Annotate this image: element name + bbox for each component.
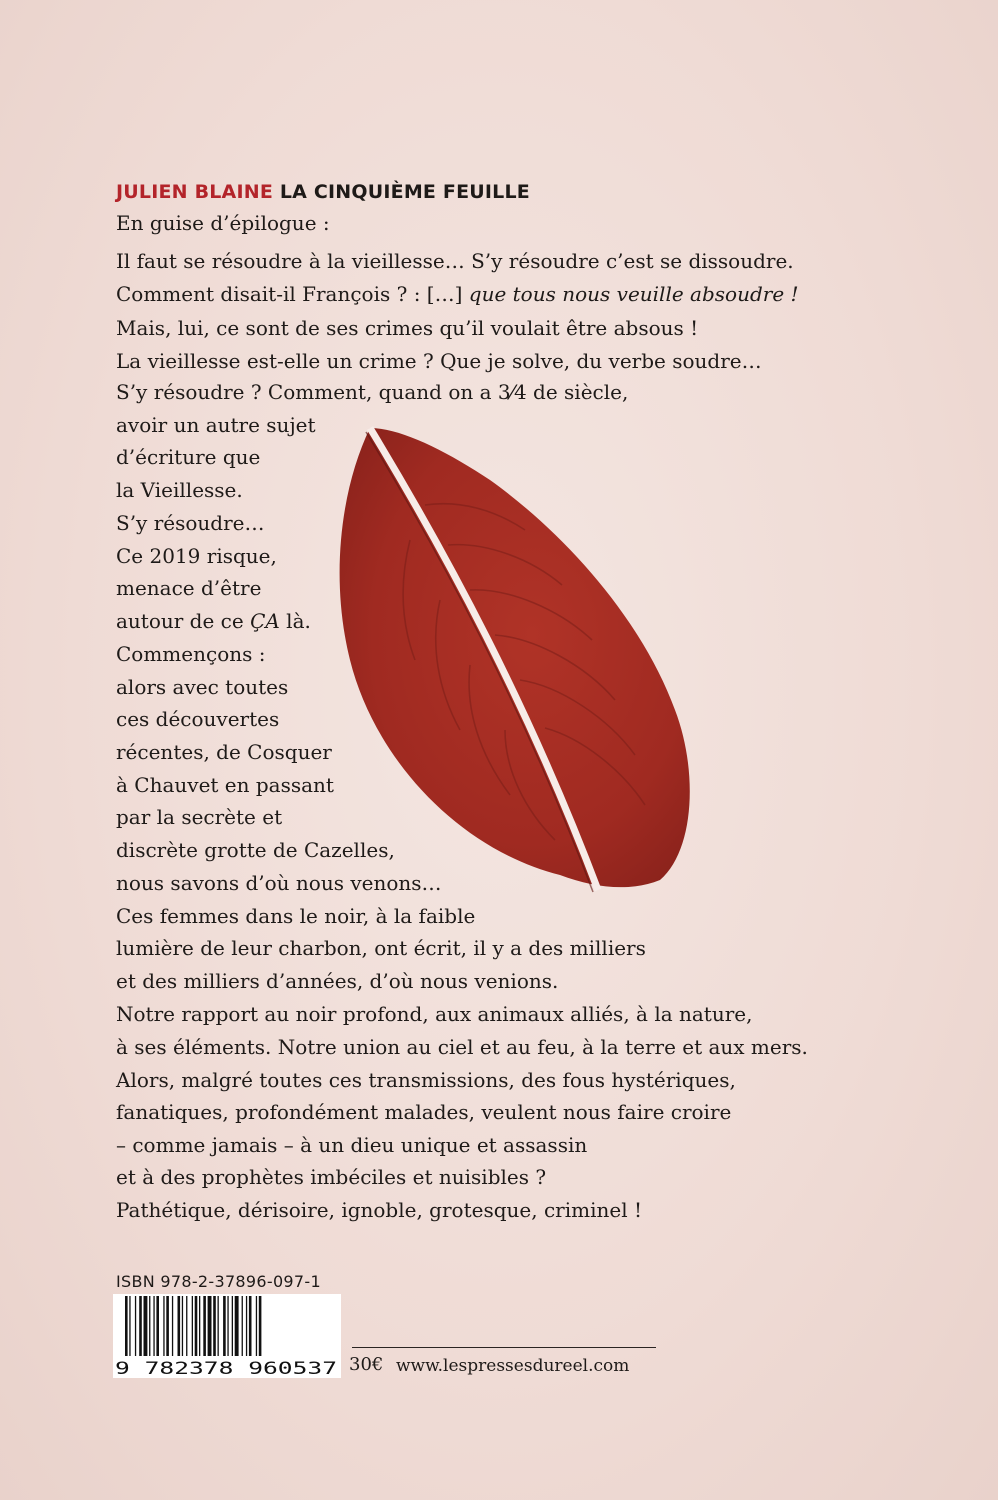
text-line: fanatiques, profondément malades, veulent nous faire croire (116, 1100, 732, 1124)
barcode-bar (172, 1296, 173, 1356)
barcode-bar (256, 1296, 257, 1356)
text-line: La vieillesse est-elle un crime ? Que je solve, du verbe soudre… (116, 349, 762, 373)
barcode-bar (199, 1296, 200, 1356)
book-title: LA CINQUIÈME FEUILLE (279, 181, 530, 203)
barcode-bar (242, 1296, 243, 1356)
text-line: et à des prophètes imbéciles et nuisibles ? (116, 1165, 547, 1189)
text-line: Il faut se résoudre à la vieillesse… S’y résoudre c’est se dissoudre. (116, 249, 794, 273)
text-line: Pathétique, dérisoire, ignoble, grotesque, criminel ! (116, 1198, 642, 1222)
barcode-bar (192, 1296, 193, 1356)
price: 30€ (349, 1354, 384, 1375)
text-line: ces découvertes (116, 707, 280, 731)
text-line: Mais, lui, ce sont de ses crimes qu’il voulait être absous ! (116, 316, 699, 340)
publisher-website: www.lespressesdureel.com (396, 1356, 630, 1376)
red-leaf-icon (330, 410, 700, 900)
text-line: nous savons d’où nous venons… (116, 871, 442, 895)
text-line: à Chauvet en passant (116, 773, 334, 797)
text-line: la Vieillesse. (116, 478, 243, 502)
text-line: discrète grotte de Cazelles, (116, 838, 395, 862)
barcode-bar (259, 1296, 262, 1356)
barcode-bar (153, 1296, 154, 1356)
text-line: alors avec toutes (116, 675, 289, 699)
barcode-bar (227, 1296, 228, 1356)
text-line: lumière de leur charbon, ont écrit, il y a des milliers (116, 936, 646, 960)
text-line: Alors, malgré toutes ces transmissions, des fous hystériques, (116, 1068, 736, 1092)
barcode-bar (203, 1296, 206, 1356)
barcode-bar (223, 1296, 226, 1356)
text-line: S’y résoudre… (116, 511, 265, 535)
text-line: En guise d’épilogue : (116, 211, 330, 235)
barcode-bar (218, 1296, 219, 1356)
text-line: avoir un autre sujet (116, 413, 316, 437)
villon-quote: que tous nous veuille absoudre ! (468, 282, 799, 306)
ca-emphasis: ÇA (250, 609, 280, 633)
text-line: – comme jamais – à un dieu unique et assassin (116, 1133, 588, 1157)
text-line (116, 611, 311, 631)
text-line: Ce 2019 risque, (116, 544, 277, 568)
text-line: par la secrète et (116, 805, 283, 829)
barcode-icon (113, 1294, 341, 1378)
author-name: JULIEN BLAINE (116, 181, 274, 203)
barcode-digits: 9 782378 960537 (115, 1359, 337, 1378)
barcode-bar (144, 1296, 148, 1356)
text-span: autour de ce (116, 609, 251, 633)
text-line: Ces femmes dans le noir, à la faible (116, 904, 476, 928)
barcode-bar (232, 1296, 233, 1356)
barcode-bar (129, 1296, 130, 1356)
barcode-bar (208, 1296, 212, 1356)
barcode-bar (246, 1296, 247, 1356)
text-line: menace d’être (116, 576, 262, 600)
barcode-bar (125, 1296, 128, 1356)
barcode-bar (235, 1296, 239, 1356)
barcode-bar (163, 1296, 164, 1356)
barcode-bar (156, 1296, 159, 1356)
barcode-bar (182, 1296, 183, 1356)
divider (352, 1347, 656, 1348)
isbn-label: ISBN 978-2-37896-097-1 (116, 1272, 321, 1291)
text-line: Commençons : (116, 642, 266, 666)
text-line: Notre rapport au noir profond, aux animaux alliés, à la nature, (116, 1002, 753, 1026)
text-line: et des milliers d’années, d’où nous venions. (116, 969, 559, 993)
barcode-bar (166, 1296, 169, 1356)
text-line: S’y résoudre ? Comment, quand on a 3⁄4 de siècle, (116, 380, 629, 404)
text-line: récentes, de Cosquer (116, 740, 332, 764)
text-line: d’écriture que (116, 445, 261, 469)
barcode-bar (178, 1296, 181, 1356)
barcode-bar (249, 1296, 252, 1356)
barcode-bar (213, 1296, 216, 1356)
text-span: Comment disait-il François ? : […] (116, 282, 469, 306)
barcode-bar (149, 1296, 150, 1356)
text-span: là. (279, 609, 311, 633)
book-header (116, 181, 530, 203)
barcode-bar (195, 1296, 198, 1356)
barcode-bar (135, 1296, 136, 1356)
text-line: à ses éléments. Notre union au ciel et au feu, à la terre et aux mers. (116, 1035, 808, 1059)
barcode-bar (186, 1296, 187, 1356)
text-line (116, 284, 799, 304)
barcode-bar (139, 1296, 142, 1356)
